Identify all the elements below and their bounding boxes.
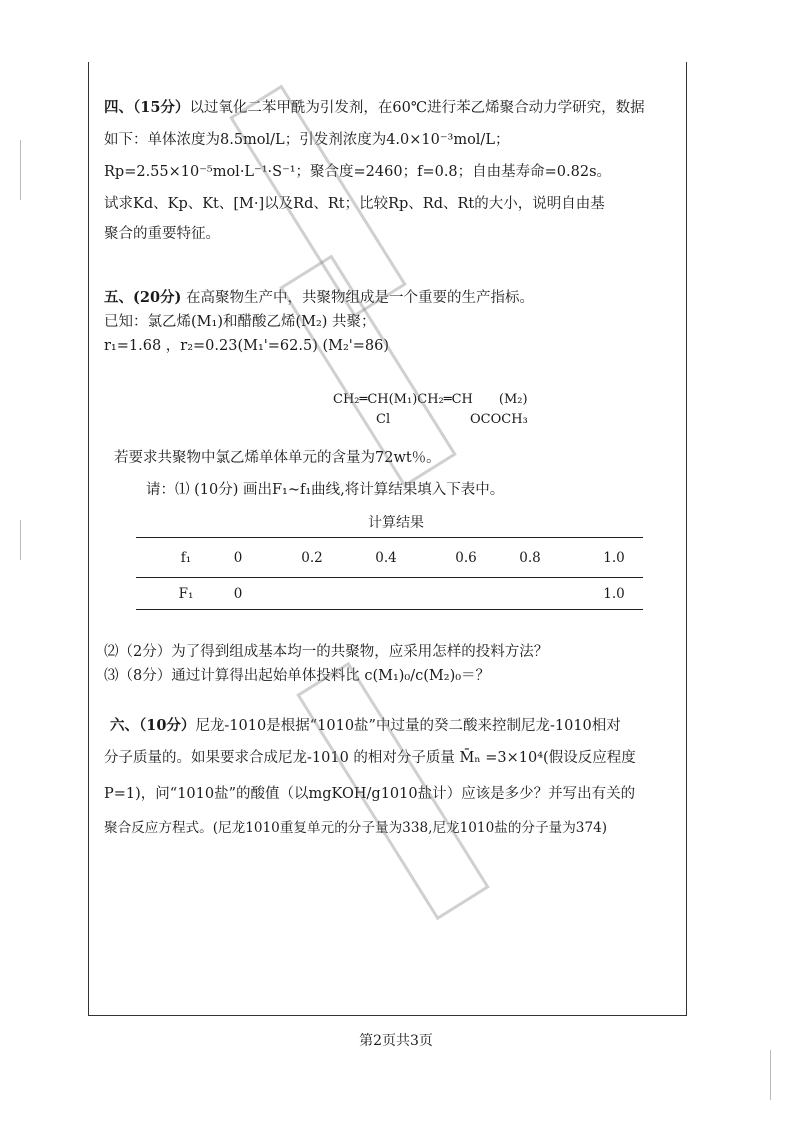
table-top-rule	[136, 537, 643, 538]
q4-line-4: 试求Kd、Kp、Kt、[M·]以及Rd、Rt；比较Rp、Rd、Rt的大小，说明自由基	[104, 196, 605, 212]
monomer-formula: CH₂═CH(M₁)CH₂═CH (M₂)	[333, 392, 528, 407]
table-cell: 0.4	[375, 550, 397, 566]
q4-line-3: Rp=2.55×10⁻⁵mol·L⁻¹·S⁻¹；聚合度=2460；f=0.8；自由基寿命=0.82s。	[104, 164, 612, 180]
q5-requirement: 若要求共聚物中氯乙烯单体单元的含量为72wt％。	[114, 450, 441, 466]
q5-sub3: ⑶（8分）通过计算得出起始单体投料比 c(M₁)₀/c(M₂)₀＝？	[104, 668, 491, 684]
q4-line-1: 四、（15分）以过氧化二苯甲酰为引发剂，在60℃进行苯乙烯聚合动力学研究，数据	[104, 99, 645, 116]
q5-params: r₁=1.68 ，r₂=0.23(M₁'=62.5) (M₂'=86)	[104, 338, 390, 354]
q4-line-2: 如下：单体浓度为8.5mol/L；引发剂浓度为4.0×10⁻³mol/L；	[104, 132, 510, 148]
formula-cl: Cl	[376, 412, 391, 427]
table-cell: 0	[233, 586, 243, 602]
table-cell: 0.8	[519, 550, 541, 566]
q6-line-2: 分子质量的。如果要求合成尼龙-1010 的相对分子质量 M̄ₙ =3×10⁴(假设反应程度	[104, 750, 636, 766]
q5-line-1: 五、(20分) 在高聚物生产中，共聚物组成是一个重要的生产指标。	[104, 289, 535, 306]
table-row-label-F: F₁	[178, 586, 194, 602]
table-cell: 0.2	[301, 550, 323, 566]
q6-line-1: 六、（10分）尼龙-1010是根据“1010盐”中过量的癸二酸来控制尼龙-1010相对	[110, 717, 621, 734]
edge-mark	[20, 140, 21, 200]
q4-line-5: 聚合的重要特征。	[104, 226, 220, 242]
table-mid-rule	[136, 577, 643, 578]
table-cell: 0.6	[455, 550, 477, 566]
edge-mark	[770, 1050, 771, 1100]
q5-sub2: ⑵（2分）为了得到组成基本均一的共聚物，应采用怎样的投料方法？	[104, 644, 549, 660]
table-cell: 1.0	[603, 550, 625, 566]
table-row-label-f: f₁	[180, 550, 192, 566]
table-cell: 0	[233, 550, 243, 566]
table-title: 计算结果	[368, 515, 424, 531]
q6-line-4: 聚合反应方程式。(尼龙1010重复单元的分子量为338,尼龙1010盐的分子量为374)	[104, 820, 608, 836]
formula-ococh3: OCOCH₃	[470, 412, 528, 427]
page-footer: 第2页共3页	[359, 1033, 433, 1049]
q5-ask: 请：⑴ (10分) 画出F₁~f₁曲线,将计算结果填入下表中。	[146, 482, 505, 498]
q6-line-3: P=1)，问“1010盐”的酸值（以mgKOH/g1010盐计）应该是多少？并写出有关的	[104, 786, 636, 802]
table-bottom-rule	[136, 609, 643, 610]
table-cell: 1.0	[603, 586, 625, 602]
q5-known: 已知：氯乙烯(M₁)和醋酸乙烯(M₂) 共聚；	[104, 314, 376, 330]
